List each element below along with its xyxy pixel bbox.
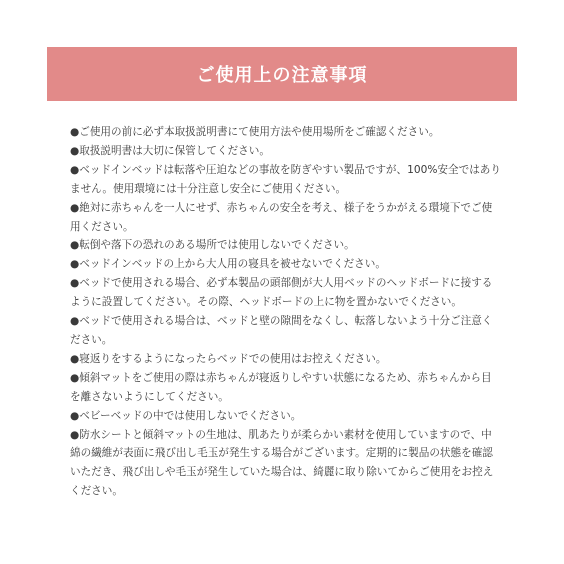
- note-text: ベビーベッドの中では使用しないでください。: [79, 409, 302, 422]
- bullet-icon: ●: [70, 352, 80, 365]
- list-item: [70, 369, 502, 407]
- bullet-icon: ●: [70, 428, 80, 441]
- bullet-icon: ●: [70, 126, 80, 138]
- header-banner: [47, 47, 517, 101]
- note-text: 傾斜マットをご使用の際は赤ちゃんが寝返りしやすい状態になるため、赤ちゃんから目を離さないようにしてください。: [70, 371, 492, 403]
- note-text: 寝返りをするようになったらベッドでの使用はお控えください。: [79, 352, 387, 365]
- note-text: 転倒や落下の恐れのある場所では使用しないでください。: [79, 239, 355, 252]
- list-item: [70, 123, 502, 142]
- list-item: [70, 255, 502, 274]
- note-text: 防水シートと傾斜マットの生地は、肌あたりが柔らかい素材を使用していますので、中綿の繊維が表面に飛び出し毛玉が発生する場合がございます。定期的に製品の状態を確認いただき、飛び出しや毛玉が発生していた場合は、綺麗に取り除いてからご使用をお控えください。: [70, 428, 494, 498]
- bullet-icon: ●: [70, 258, 80, 271]
- bullet-icon: ●: [70, 163, 80, 176]
- bullet-icon: ●: [70, 144, 80, 157]
- list-item: [70, 199, 502, 237]
- caution-list: [70, 123, 502, 501]
- bullet-icon: ●: [70, 371, 80, 384]
- note-text: ベッドインベッドの上から大人用の寝具を被せないでください。: [79, 258, 386, 271]
- bullet-icon: ●: [70, 239, 80, 252]
- list-item: [70, 142, 502, 161]
- note-text: 絶対に赤ちゃんを一人にせず、赤ちゃんの安全を考え、様子をうかがえる環境下でご使用ください。: [70, 201, 493, 233]
- list-item: [70, 350, 502, 369]
- note-text: ご使用の前に必ず本取扱説明書にて使用方法や使用場所をご確認ください。: [79, 126, 440, 138]
- list-item: [70, 236, 502, 255]
- list-item: [70, 274, 502, 312]
- note-text: ベッドで使用される場合は、ベッドと壁の隙間をなくし、転落しないよう十分ご注意ください。: [70, 315, 493, 346]
- list-item: [70, 161, 502, 199]
- bullet-icon: ●: [70, 315, 80, 328]
- note-text: 取扱説明書は大切に保管してください。: [79, 144, 270, 157]
- note-text: ベッドで使用される場合、必ず本製品の頭部側が大人用ベッドのヘッドボードに接するように設置してください。その際、ヘッドボードの上に物を置かないでください。: [70, 277, 493, 309]
- list-item: [70, 426, 502, 502]
- bullet-icon: ●: [70, 409, 80, 422]
- list-item: [70, 312, 502, 350]
- list-item: [70, 407, 502, 426]
- note-text: ベッドインベッドは転落や圧迫などの事故を防ぎやすい製品ですが、100%安全ではありません。使用環境には十分注意し安全にご使用ください。: [70, 163, 501, 195]
- page-title: ご使用上の注意事項: [196, 65, 368, 86]
- bullet-icon: ●: [70, 201, 80, 214]
- bullet-icon: ●: [70, 277, 80, 290]
